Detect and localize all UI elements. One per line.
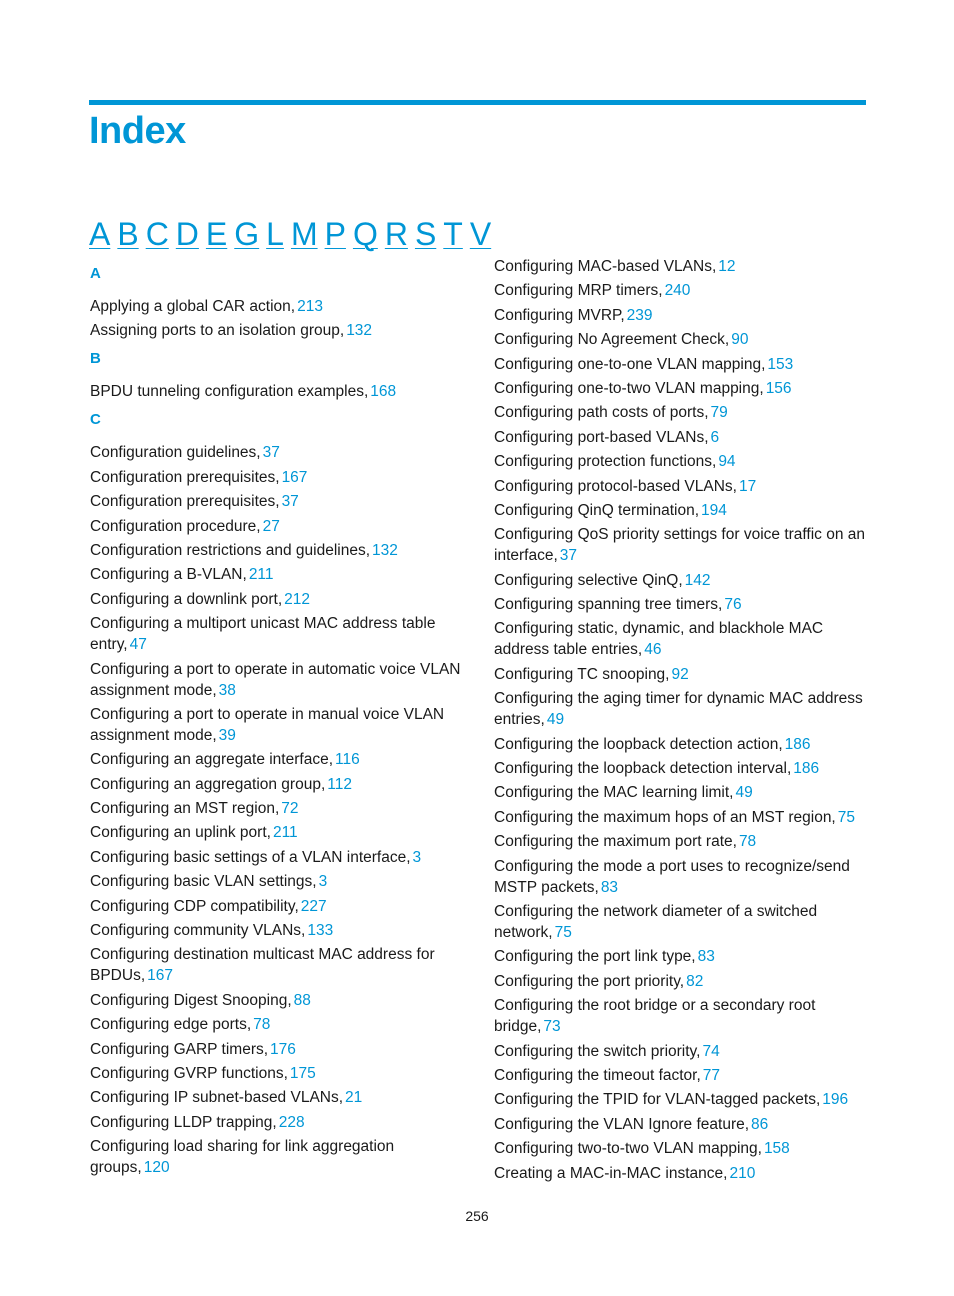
index-entry — [90, 381, 465, 402]
index-entry — [494, 354, 866, 375]
index-entry-text: Configuring QinQ termination, — [494, 501, 700, 519]
index-page-link[interactable]: 38 — [218, 681, 236, 699]
index-entry — [494, 946, 866, 967]
index-entry — [90, 1136, 465, 1178]
index-entry — [494, 570, 866, 591]
index-page-link[interactable]: 167 — [147, 967, 173, 985]
index-entry-text: Configuring a downlink port, — [90, 590, 283, 608]
index-entry — [90, 704, 465, 746]
letter-link-a[interactable]: A — [89, 216, 111, 252]
index-page-link[interactable]: 211 — [248, 566, 274, 584]
index-page-link[interactable]: 186 — [784, 735, 811, 753]
index-entry — [90, 564, 465, 585]
index-entry-text: Configuration restrictions and guidelines, — [90, 541, 371, 559]
letter-link-m[interactable]: M — [290, 216, 318, 252]
index-entry — [494, 734, 866, 755]
index-entry — [494, 1089, 866, 1110]
index-page-link[interactable]: 37 — [281, 493, 299, 511]
letter-link-c[interactable]: C — [145, 216, 169, 252]
index-entry — [90, 920, 465, 941]
index-entry-text: Configuring static, dynamic, and blackhole MAC address table entries, — [494, 620, 824, 659]
index-page-link[interactable]: 227 — [300, 897, 327, 915]
index-column-left — [90, 262, 465, 1182]
index-entry-text: Configuration guidelines, — [90, 444, 261, 462]
index-entry-text: Configuring selective QinQ, — [494, 571, 683, 589]
index-entry-text: Configuring an uplink port, — [90, 824, 271, 842]
index-page-link[interactable]: 27 — [262, 517, 280, 535]
index-page-link[interactable]: 39 — [218, 726, 236, 744]
letter-link-e[interactable]: E — [205, 216, 228, 252]
index-entry-text: Creating a MAC-in-MAC instance, — [494, 1164, 728, 1182]
letter-link-g[interactable]: G — [234, 216, 260, 252]
index-entry-text: Configuring an aggregate interface, — [90, 751, 333, 769]
index-page-link[interactable]: 78 — [253, 1016, 271, 1034]
index-page-link[interactable]: 88 — [293, 991, 311, 1009]
index-entry-text: Applying a global CAR action, — [90, 298, 296, 315]
index-entry — [90, 320, 465, 341]
index-entry — [494, 758, 866, 779]
index-page-link[interactable]: 3 — [412, 848, 422, 866]
index-entry — [90, 944, 465, 986]
index-entry-text: Configuration prerequisites, — [90, 468, 280, 486]
index-page-link[interactable]: 167 — [281, 468, 308, 486]
index-page-link[interactable]: 196 — [822, 1091, 849, 1109]
index-entry — [494, 831, 866, 852]
index-entry — [90, 467, 465, 488]
index-entry — [90, 659, 465, 701]
section-heading-b: B — [90, 350, 101, 368]
index-entry-text: Configuring protection functions, — [494, 453, 717, 471]
index-entry-text: Configuring the port link type, — [494, 948, 696, 966]
index-entry-text: Configuring the VLAN Ignore feature, — [494, 1115, 750, 1133]
index-entry-text: Configuring port-based VLANs, — [494, 428, 709, 446]
index-page-link[interactable]: 133 — [307, 922, 334, 940]
index-page-link[interactable]: 240 — [664, 282, 691, 300]
index-entry — [494, 807, 866, 828]
index-page-link[interactable]: 168 — [370, 383, 397, 401]
index-page-link[interactable]: 49 — [735, 784, 753, 802]
index-entry — [494, 901, 866, 943]
index-entry-text: Configuring the timeout factor, — [494, 1066, 701, 1084]
index-entry — [494, 427, 866, 448]
index-page-link[interactable]: 212 — [284, 590, 311, 608]
index-entry — [494, 1114, 866, 1135]
index-entry-text: Configuring path costs of ports, — [494, 404, 709, 422]
index-entry — [494, 500, 866, 521]
index-entry-text: Configuring one-to-two VLAN mapping, — [494, 379, 764, 397]
index-entry — [90, 613, 465, 655]
letter-link-s[interactable]: S — [414, 216, 437, 252]
index-entry-text: Configuring the mode a port uses to recognize/send MSTP packets, — [494, 857, 850, 896]
index-entry — [90, 847, 465, 868]
index-entry — [494, 688, 866, 730]
index-entry — [90, 491, 465, 512]
index-entry — [494, 451, 866, 472]
index-entry-text: BPDU tunneling configuration examples, — [90, 383, 369, 401]
index-page-link[interactable]: 73 — [543, 1018, 561, 1036]
index-page-link[interactable]: 132 — [372, 541, 398, 559]
index-page-link[interactable]: 82 — [686, 972, 704, 990]
index-entry-text: Configuring load sharing for link aggregation groups, — [90, 1138, 395, 1177]
index-page-link[interactable]: 142 — [684, 571, 711, 589]
index-page-link[interactable]: 116 — [335, 751, 360, 769]
index-entry-text: Configuring the maximum hops of an MST region, — [494, 808, 836, 826]
index-page-link[interactable]: 83 — [600, 878, 619, 896]
index-page-link[interactable]: 120 — [143, 1159, 170, 1177]
index-entry-text: Configuring a multiport unicast MAC address table entry, — [90, 615, 436, 654]
index-page-link[interactable]: 72 — [281, 800, 299, 818]
index-entry — [90, 774, 465, 795]
index-entry — [494, 1065, 866, 1086]
index-entry — [494, 664, 866, 685]
index-entry-text: Configuring MVRP, — [494, 306, 625, 324]
index-entry-text: Configuration procedure, — [90, 517, 261, 535]
index-entry-text: Configuring the maximum port rate, — [494, 833, 737, 851]
index-entry — [494, 782, 866, 803]
index-column-right — [494, 256, 866, 1187]
index-entry — [494, 280, 866, 301]
index-entry — [90, 1112, 465, 1133]
index-page-link[interactable]: 6 — [710, 428, 720, 446]
index-entry — [494, 256, 866, 277]
index-entry-text: Configuring the loopback detection interval, — [494, 760, 792, 778]
index-entry-text: Configuring a B-VLAN, — [90, 566, 247, 584]
index-page-link[interactable]: 156 — [765, 379, 792, 397]
index-entry — [494, 856, 866, 898]
index-entry-text: Configuring two-to-two VLAN mapping, — [494, 1140, 762, 1158]
index-entry-text: Configuring a port to operate in automatic voice VLAN assignment mode, — [90, 660, 461, 699]
index-entry-text: Configuring the network diameter of a switched network, — [494, 902, 818, 941]
index-entry-text: Configuring basic VLAN settings, — [90, 873, 317, 891]
index-entry-text: Configuring community VLANs, — [90, 922, 306, 940]
index-page-link[interactable]: 132 — [346, 322, 373, 340]
index-entry-text: Configuring Digest Snooping, — [90, 991, 292, 1009]
index-entry — [90, 1014, 465, 1035]
index-entry — [90, 990, 465, 1011]
index-entry-text: Configuring one-to-one VLAN mapping, — [494, 355, 766, 373]
index-page-link[interactable]: 228 — [278, 1113, 305, 1131]
index-page-link[interactable]: 239 — [626, 306, 653, 324]
index-entry — [494, 618, 866, 660]
letter-link-d[interactable]: D — [175, 216, 199, 252]
index-entry-text: Configuring edge ports, — [90, 1016, 252, 1034]
index-entry — [90, 822, 465, 843]
index-page-link[interactable]: 17 — [738, 477, 757, 495]
index-page-link[interactable]: 112 — [327, 775, 352, 793]
index-entry — [90, 296, 465, 317]
index-page-link[interactable]: 211 — [272, 824, 298, 842]
index-entry — [494, 329, 866, 350]
index-entry — [90, 516, 465, 537]
page-title: Index — [89, 110, 186, 152]
index-page-link[interactable]: 176 — [270, 1040, 296, 1058]
index-entry-text: Configuring GVRP functions, — [90, 1064, 288, 1082]
index-entry-text: Configuration prerequisites, — [90, 493, 280, 511]
index-entry-text: Configuring IP subnet-based VLANs, — [90, 1089, 344, 1107]
index-entry — [494, 971, 866, 992]
letter-link-p[interactable]: P — [324, 216, 346, 252]
section-heading-a: A — [90, 265, 101, 282]
index-page-link[interactable]: 186 — [793, 760, 820, 778]
index-entry-text: Configuring spanning tree timers, — [494, 596, 723, 614]
index-entry-text: Configuring the MAC learning limit, — [494, 784, 734, 802]
index-page-link[interactable]: 194 — [701, 501, 727, 519]
title-rule — [89, 100, 866, 105]
index-entry-text: Configuring QoS priority settings for voice traffic on an interface, — [494, 526, 866, 565]
index-entry-text: Configuring a port to operate in manual voice VLAN assignment mode, — [90, 705, 445, 744]
index-entry-text: Assigning ports to an isolation group, — [90, 322, 345, 340]
index-page-link[interactable]: 210 — [729, 1164, 756, 1182]
index-entry — [494, 1041, 866, 1062]
index-page-link[interactable]: 79 — [710, 404, 728, 422]
index-page-link[interactable]: 3 — [318, 873, 328, 891]
index-page-link[interactable]: 213 — [297, 298, 323, 315]
index-entry-text: Configuring the loopback detection action, — [494, 735, 783, 753]
index-page-link[interactable]: 76 — [724, 596, 742, 614]
index-page-link[interactable]: 75 — [554, 923, 572, 941]
index-page-link[interactable]: 37 — [262, 444, 280, 462]
index-entry — [494, 476, 866, 497]
index-page-link[interactable]: 37 — [559, 547, 578, 565]
index-entry — [90, 1087, 465, 1108]
index-entry — [90, 589, 465, 610]
index-page-link[interactable]: 78 — [738, 833, 757, 851]
index-entry — [90, 896, 465, 917]
index-entry-text: Configuring the switch priority, — [494, 1042, 701, 1060]
index-page-link[interactable]: 77 — [702, 1066, 721, 1084]
index-page-link[interactable]: 94 — [718, 453, 736, 471]
index-entry-text: Configuring an aggregation group, — [90, 775, 326, 793]
index-entry — [494, 594, 866, 615]
section-heading-c: C — [90, 411, 101, 429]
index-entry — [494, 1163, 866, 1184]
letter-link-q[interactable]: Q — [352, 216, 378, 252]
index-entry-text: Configuring CDP compatibility, — [90, 897, 299, 915]
index-entry — [494, 305, 866, 326]
page-number: 256 — [465, 1208, 489, 1224]
index-entry-text: Configuring basic settings of a VLAN interface, — [90, 848, 411, 866]
index-entry — [90, 798, 465, 819]
letter-link-r[interactable]: R — [384, 216, 408, 252]
index-page-link[interactable]: 21 — [345, 1089, 363, 1107]
index-entry — [90, 871, 465, 892]
letter-link-b[interactable]: B — [117, 216, 139, 252]
index-entry — [494, 524, 866, 566]
index-page-link[interactable]: 49 — [546, 711, 565, 729]
index-entry-text: Configuring the TPID for VLAN-tagged packets, — [494, 1091, 821, 1109]
index-page-link[interactable]: 47 — [129, 636, 147, 654]
index-page-link[interactable]: 46 — [644, 641, 662, 659]
index-entry — [90, 1039, 465, 1060]
index-page-link[interactable]: 12 — [718, 258, 736, 275]
index-page-link[interactable]: 175 — [289, 1064, 316, 1082]
index-entry-text: Configuring GARP timers, — [90, 1040, 269, 1058]
letter-link-t[interactable]: T — [443, 216, 463, 252]
index-entry-text: Configuring MRP timers, — [494, 282, 663, 300]
index-entry — [494, 378, 866, 399]
index-page-link[interactable]: 158 — [763, 1140, 790, 1158]
index-entry-text: Configuring protocol-based VLANs, — [494, 477, 737, 495]
index-entry — [494, 402, 866, 423]
index-page-link[interactable]: 74 — [702, 1042, 720, 1060]
index-page-link[interactable]: 92 — [671, 665, 689, 683]
index-entry — [494, 995, 866, 1037]
index-entry-text: Configuring No Agreement Check, — [494, 331, 730, 349]
index-entry-text: Configuring the port priority, — [494, 972, 685, 990]
letter-link-v[interactable]: V — [469, 216, 492, 252]
index-entry — [90, 540, 465, 561]
index-page-link[interactable]: 86 — [751, 1115, 769, 1133]
index-page-link[interactable]: 153 — [767, 355, 794, 373]
index-entry — [90, 1063, 465, 1084]
index-entry — [90, 749, 465, 770]
index-entry — [494, 1138, 866, 1159]
alphabet-nav — [89, 216, 498, 253]
index-entry — [90, 442, 465, 463]
index-page-link[interactable]: 83 — [697, 948, 715, 966]
index-entry-text: Configuring LLDP trapping, — [90, 1113, 277, 1131]
letter-link-l[interactable]: L — [266, 216, 284, 252]
index-page-link[interactable]: 90 — [731, 331, 749, 349]
index-entry-text: Configuring the aging timer for dynamic MAC address entries, — [494, 690, 863, 729]
index-entry-text: Configuring TC snooping, — [494, 665, 670, 683]
index-entry-text: Configuring destination multicast MAC address for BPDUs, — [90, 946, 435, 985]
index-entry-text: Configuring an MST region, — [90, 800, 280, 818]
index-entry-text: Configuring MAC-based VLANs, — [494, 258, 717, 275]
index-entry-text: Configuring the root bridge or a secondary root bridge, — [494, 997, 816, 1036]
index-page-link[interactable]: 75 — [837, 808, 855, 826]
